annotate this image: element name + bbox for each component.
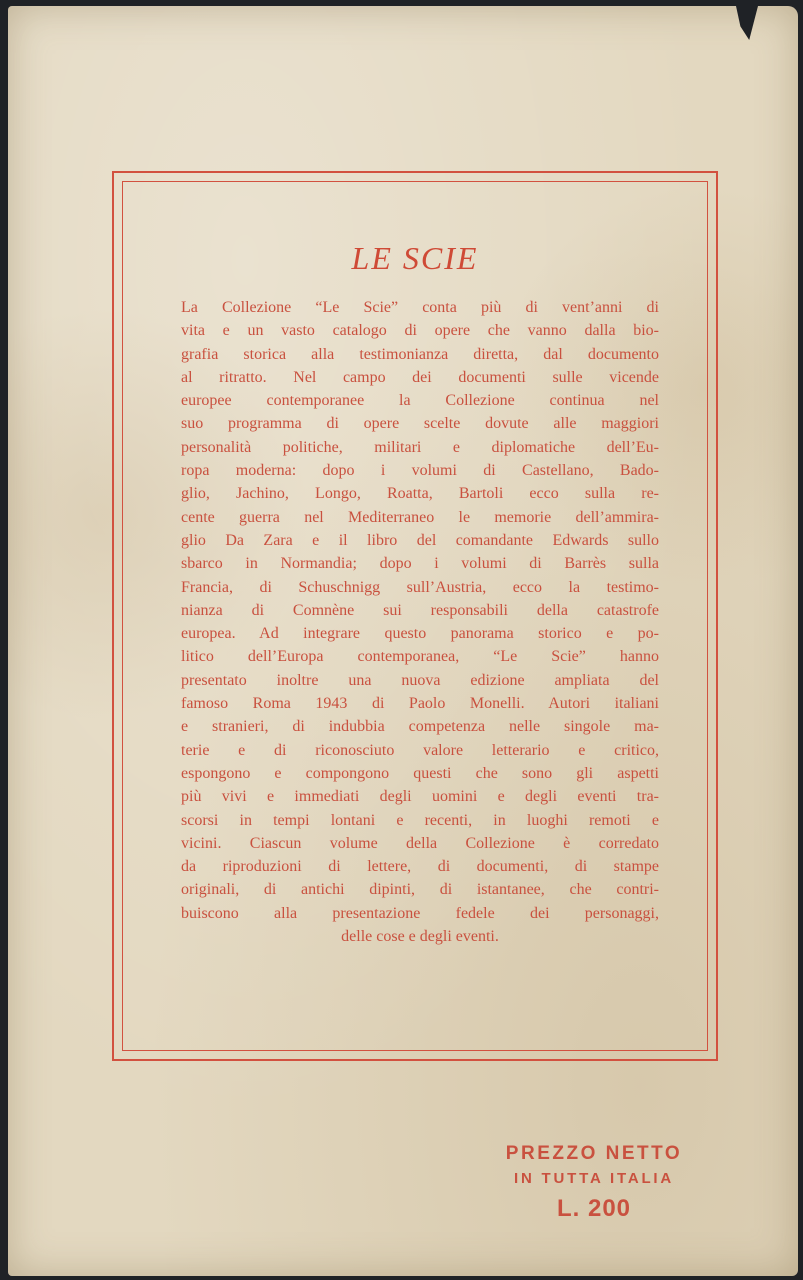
description-line: glio, Jachino, Longo, Roatta, Bartoli ecco sulla re-	[181, 485, 659, 503]
description-line: grafia storica alla testimonianza diretta, dal documento	[181, 345, 659, 363]
description-line: famoso Roma 1943 di Paolo Monelli. Autori italiani	[181, 695, 659, 713]
book-back-cover	[8, 6, 798, 1276]
description-line: glio Da Zara e il libro del comandante Edwards sullo	[181, 531, 659, 549]
series-title: LE SCIE	[351, 240, 479, 276]
price-block	[484, 1143, 704, 1223]
description-line: litico dell’Europa contemporanea, “Le Scie” hanno	[181, 648, 659, 666]
price-label-region: IN TUTTA ITALIA	[513, 1170, 675, 1187]
description-line: vita e un vasto catalogo di opere che vanno dalla bio-	[181, 322, 659, 340]
description-line: La Collezione “Le Scie” conta più di vent’anni di	[181, 299, 659, 316]
price-label-net: PREZZO NETTO	[505, 1143, 683, 1164]
description-line: delle cose e degli eventi.	[341, 928, 499, 946]
description-line: ropa moderna: dopo i volumi di Castellano, Bado-	[181, 462, 659, 480]
description-line: nianza di Comnène sui responsabili della catastrofe	[181, 601, 659, 619]
series-description	[181, 296, 659, 948]
torn-corner	[736, 6, 758, 40]
description-line: da riproduzioni di lettere, di documenti, di stampe	[181, 858, 659, 876]
description-line: terie e di riconosciuto valore letterario e critico,	[181, 741, 659, 759]
description-line: al ritratto. Nel campo dei documenti sulle vicende	[181, 368, 659, 386]
inner-frame-border	[122, 181, 708, 1051]
description-line: vicini. Ciascun volume della Collezione è corredato	[181, 834, 659, 852]
description-line: espongono e compongono questi che sono gli aspetti	[181, 764, 659, 782]
description-line: Francia, di Schuschnigg sull’Austria, ecco la testimo-	[181, 578, 659, 596]
description-line: buiscono alla presentazione fedele dei personaggi,	[181, 904, 659, 922]
description-line: sbarco in Normandia; dopo i volumi di Barrès sulla	[181, 555, 659, 573]
red-double-frame	[112, 171, 718, 1061]
price-value: L. 200	[556, 1195, 632, 1222]
description-line: originali, di antichi dipinti, di istantanee, che contri-	[181, 881, 659, 899]
description-line: europea. Ad integrare questo panorama storico e po-	[181, 625, 659, 643]
description-line: personalità politiche, militari e diplomatiche dell’Eu-	[181, 438, 659, 456]
description-line: europee contemporanee la Collezione continua nel	[181, 392, 659, 410]
description-line: suo programma di opere scelte dovute alle maggiori	[181, 415, 659, 433]
description-line: scorsi in tempi lontani e recenti, in luoghi remoti e	[181, 811, 659, 829]
description-line: cente guerra nel Mediterraneo le memorie dell’ammira-	[181, 508, 659, 526]
description-line: più vivi e immediati degli uomini e degli eventi tra-	[181, 788, 659, 806]
description-line: e stranieri, di indubbia competenza nelle singole ma-	[181, 718, 659, 736]
description-line: presentato inoltre una nuova edizione ampliata del	[181, 671, 659, 689]
